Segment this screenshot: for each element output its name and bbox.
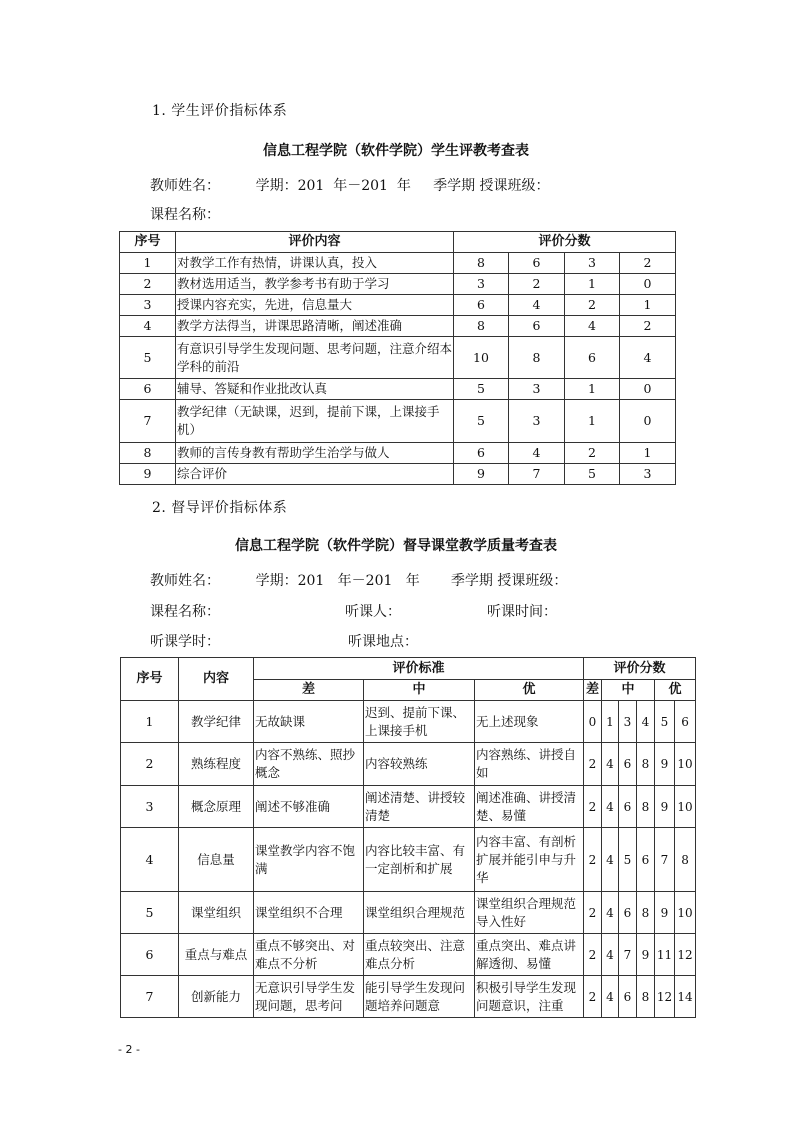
row-item: 熟练程度	[179, 743, 254, 786]
row-no: 6	[120, 379, 176, 400]
row-item: 课堂组织	[179, 892, 254, 934]
header-score-poor: 差	[584, 680, 602, 701]
row-item: 信息量	[179, 828, 254, 892]
section1-title: 信息工程学院（软件学院）学生评教考查表	[263, 143, 529, 159]
row-standard-good: 课堂组织合理规范导入性好	[475, 892, 584, 934]
row-standard-mid: 重点较突出、注意难点分析	[364, 934, 475, 976]
row-score: 4	[602, 892, 619, 934]
row-no: 1	[121, 701, 179, 743]
row-no: 7	[121, 976, 179, 1018]
table-row	[120, 464, 676, 485]
row-score: 3	[620, 464, 676, 485]
row-content: 教学纪律（无缺课，迟到，提前下课，上课接手机）	[176, 400, 454, 443]
row-score: 1	[620, 295, 676, 316]
row-score: 2	[584, 743, 602, 786]
header-score: 评价分数	[584, 658, 696, 680]
row-score: 3	[454, 274, 509, 295]
section1-course-line: 课程名称：	[150, 207, 220, 223]
row-score: 4	[565, 316, 620, 337]
table-row	[120, 379, 676, 400]
table-row	[121, 701, 696, 743]
row-score: 9	[655, 743, 675, 786]
row-score: 2	[584, 976, 602, 1018]
row-no: 1	[120, 253, 176, 274]
row-score: 9	[655, 786, 675, 828]
row-standard-mid: 课堂组织合理规范	[364, 892, 475, 934]
row-score: 3	[509, 379, 565, 400]
row-standard-poor: 课堂教学内容不饱满	[254, 828, 364, 892]
header-standard: 评价标准	[254, 658, 584, 680]
row-score: 2	[584, 892, 602, 934]
row-score: 7	[509, 464, 565, 485]
row-no: 2	[120, 274, 176, 295]
row-standard-good: 积极引导学生发现问题意识，注重	[475, 976, 584, 1018]
row-standard-mid: 阐述清楚、讲授较清楚	[364, 786, 475, 828]
section2-teacher-line: 教师姓名： 学期：201 年－201 年 季学期 授课班级：	[150, 573, 568, 589]
row-score: 3	[509, 400, 565, 443]
section2-title: 信息工程学院（软件学院）督导课堂教学质量考查表	[235, 538, 557, 554]
row-item: 创新能力	[179, 976, 254, 1018]
table-row	[121, 828, 696, 892]
table-row	[120, 295, 676, 316]
row-no: 4	[121, 828, 179, 892]
table-header-row	[121, 658, 696, 680]
row-score: 1	[565, 400, 620, 443]
header-content: 内容	[179, 658, 254, 701]
row-item: 重点与难点	[179, 934, 254, 976]
row-score: 0	[620, 400, 676, 443]
row-content: 授课内容充实，先进，信息量大	[176, 295, 454, 316]
section1-teacher-line: 教师姓名： 学期：201 年－201 年 季学期 授课班级：	[150, 178, 550, 194]
row-score: 5	[454, 379, 509, 400]
section2-listen-hours: 听课学时：	[150, 634, 220, 650]
row-score: 1	[620, 443, 676, 464]
row-score: 10	[454, 337, 509, 379]
row-score: 2	[620, 253, 676, 274]
table-row	[121, 934, 696, 976]
row-standard-good: 阐述准确、讲授清楚、易懂	[475, 786, 584, 828]
row-standard-mid: 能引导学生发现问题培养问题意	[364, 976, 475, 1018]
table-row	[120, 316, 676, 337]
row-standard-poor: 重点不够突出、对难点不分析	[254, 934, 364, 976]
row-item: 教学纪律	[179, 701, 254, 743]
row-score: 10	[675, 786, 696, 828]
section2-listener: 听课人：	[345, 604, 401, 620]
row-score: 4	[509, 295, 565, 316]
row-standard-mid: 内容比较丰富、有一定剖析和扩展	[364, 828, 475, 892]
row-standard-good: 内容熟练、讲授自如	[475, 743, 584, 786]
table-row	[120, 443, 676, 464]
table-row	[120, 400, 676, 443]
row-score: 6	[565, 337, 620, 379]
row-score: 4	[602, 976, 619, 1018]
row-score: 8	[675, 828, 696, 892]
row-score: 6	[637, 828, 655, 892]
section2-listen-location: 听课地点：	[348, 634, 418, 650]
table-row	[121, 892, 696, 934]
header-score: 评价分数	[454, 232, 676, 253]
row-score: 2	[509, 274, 565, 295]
row-score: 2	[584, 828, 602, 892]
row-score: 7	[655, 828, 675, 892]
row-score: 1	[565, 379, 620, 400]
row-score: 10	[675, 892, 696, 934]
row-standard-good: 重点突出、难点讲解透彻、易懂	[475, 934, 584, 976]
row-score: 5	[565, 464, 620, 485]
row-score: 3	[565, 253, 620, 274]
row-score: 4	[509, 443, 565, 464]
page-number: - 2 -	[118, 1043, 140, 1056]
header-content: 评价内容	[176, 232, 454, 253]
row-no: 3	[121, 786, 179, 828]
row-score: 4	[620, 337, 676, 379]
row-score: 2	[565, 443, 620, 464]
row-no: 8	[120, 443, 176, 464]
row-item: 概念原理	[179, 786, 254, 828]
row-score: 6	[454, 443, 509, 464]
row-score: 3	[619, 701, 637, 743]
row-score: 8	[454, 316, 509, 337]
student-evaluation-table	[119, 231, 676, 485]
row-standard-mid: 迟到、提前下课、上课接手机	[364, 701, 475, 743]
row-score: 8	[454, 253, 509, 274]
row-content: 综合评价	[176, 464, 454, 485]
row-score: 8	[637, 743, 655, 786]
row-score: 14	[675, 976, 696, 1018]
row-score: 4	[602, 828, 619, 892]
row-no: 5	[121, 892, 179, 934]
row-score: 1	[602, 701, 619, 743]
section2-course-name: 课程名称：	[150, 604, 220, 620]
row-score: 8	[509, 337, 565, 379]
row-no: 5	[120, 337, 176, 379]
row-score: 8	[637, 786, 655, 828]
row-content: 辅导、答疑和作业批改认真	[176, 379, 454, 400]
section2-listen-time: 听课时间：	[487, 604, 557, 620]
row-score: 6	[509, 316, 565, 337]
row-content: 教学方法得当，讲课思路清晰，阐述准确	[176, 316, 454, 337]
row-score: 11	[655, 934, 675, 976]
row-score: 9	[454, 464, 509, 485]
row-score: 4	[602, 786, 619, 828]
row-score: 6	[509, 253, 565, 274]
row-score: 9	[655, 892, 675, 934]
row-no: 3	[120, 295, 176, 316]
row-score: 2	[565, 295, 620, 316]
row-standard-mid: 内容较熟练	[364, 743, 475, 786]
section2-heading: 2. 督导评价指标体系	[152, 500, 288, 516]
row-score: 6	[454, 295, 509, 316]
row-score: 2	[584, 934, 602, 976]
row-score: 10	[675, 743, 696, 786]
header-standard-good: 优	[475, 680, 584, 701]
row-standard-poor: 课堂组织不合理	[254, 892, 364, 934]
row-standard-poor: 无故缺课	[254, 701, 364, 743]
row-score: 6	[619, 743, 637, 786]
row-score: 4	[637, 701, 655, 743]
row-score: 0	[620, 379, 676, 400]
row-standard-poor: 无意识引导学生发现问题，思考问	[254, 976, 364, 1018]
row-no: 4	[120, 316, 176, 337]
row-content: 有意识引导学生发现问题、思考问题，注意介绍本学科的前沿	[176, 337, 454, 379]
row-score: 2	[620, 316, 676, 337]
row-score: 5	[655, 701, 675, 743]
row-score: 9	[637, 934, 655, 976]
row-no: 9	[120, 464, 176, 485]
row-no: 2	[121, 743, 179, 786]
row-standard-poor: 阐述不够准确	[254, 786, 364, 828]
row-score: 8	[637, 892, 655, 934]
row-score: 0	[620, 274, 676, 295]
row-score: 4	[602, 743, 619, 786]
row-content: 教师的言传身教有帮助学生治学与做人	[176, 443, 454, 464]
header-standard-mid: 中	[364, 680, 475, 701]
row-content: 教材选用适当，教学参考书有助于学习	[176, 274, 454, 295]
row-score: 0	[584, 701, 602, 743]
row-score: 12	[675, 934, 696, 976]
header-score-good: 优	[655, 680, 696, 701]
row-score: 6	[675, 701, 696, 743]
row-score: 6	[619, 892, 637, 934]
table-row	[121, 786, 696, 828]
header-no: 序号	[120, 232, 176, 253]
row-score: 6	[619, 976, 637, 1018]
table-header-row	[120, 232, 676, 253]
header-score-mid: 中	[602, 680, 655, 701]
header-standard-poor: 差	[254, 680, 364, 701]
row-score: 6	[619, 786, 637, 828]
row-no: 7	[120, 400, 176, 443]
row-score: 1	[565, 274, 620, 295]
table-row	[120, 274, 676, 295]
row-standard-poor: 内容不熟练、照抄概念	[254, 743, 364, 786]
supervisor-evaluation-table	[120, 657, 696, 1018]
row-standard-good: 无上述现象	[475, 701, 584, 743]
row-standard-good: 内容丰富、有剖析扩展并能引申与升华	[475, 828, 584, 892]
section1-heading: 1. 学生评价指标体系	[152, 103, 288, 119]
header-no: 序号	[121, 658, 179, 701]
row-score: 12	[655, 976, 675, 1018]
row-score: 2	[584, 786, 602, 828]
row-content: 对教学工作有热情，讲课认真，投入	[176, 253, 454, 274]
row-score: 7	[619, 934, 637, 976]
row-score: 4	[602, 934, 619, 976]
table-row	[121, 743, 696, 786]
row-score: 5	[619, 828, 637, 892]
table-row	[120, 253, 676, 274]
row-score: 8	[637, 976, 655, 1018]
table-row	[120, 337, 676, 379]
row-no: 6	[121, 934, 179, 976]
table-row	[121, 976, 696, 1018]
row-score: 5	[454, 400, 509, 443]
